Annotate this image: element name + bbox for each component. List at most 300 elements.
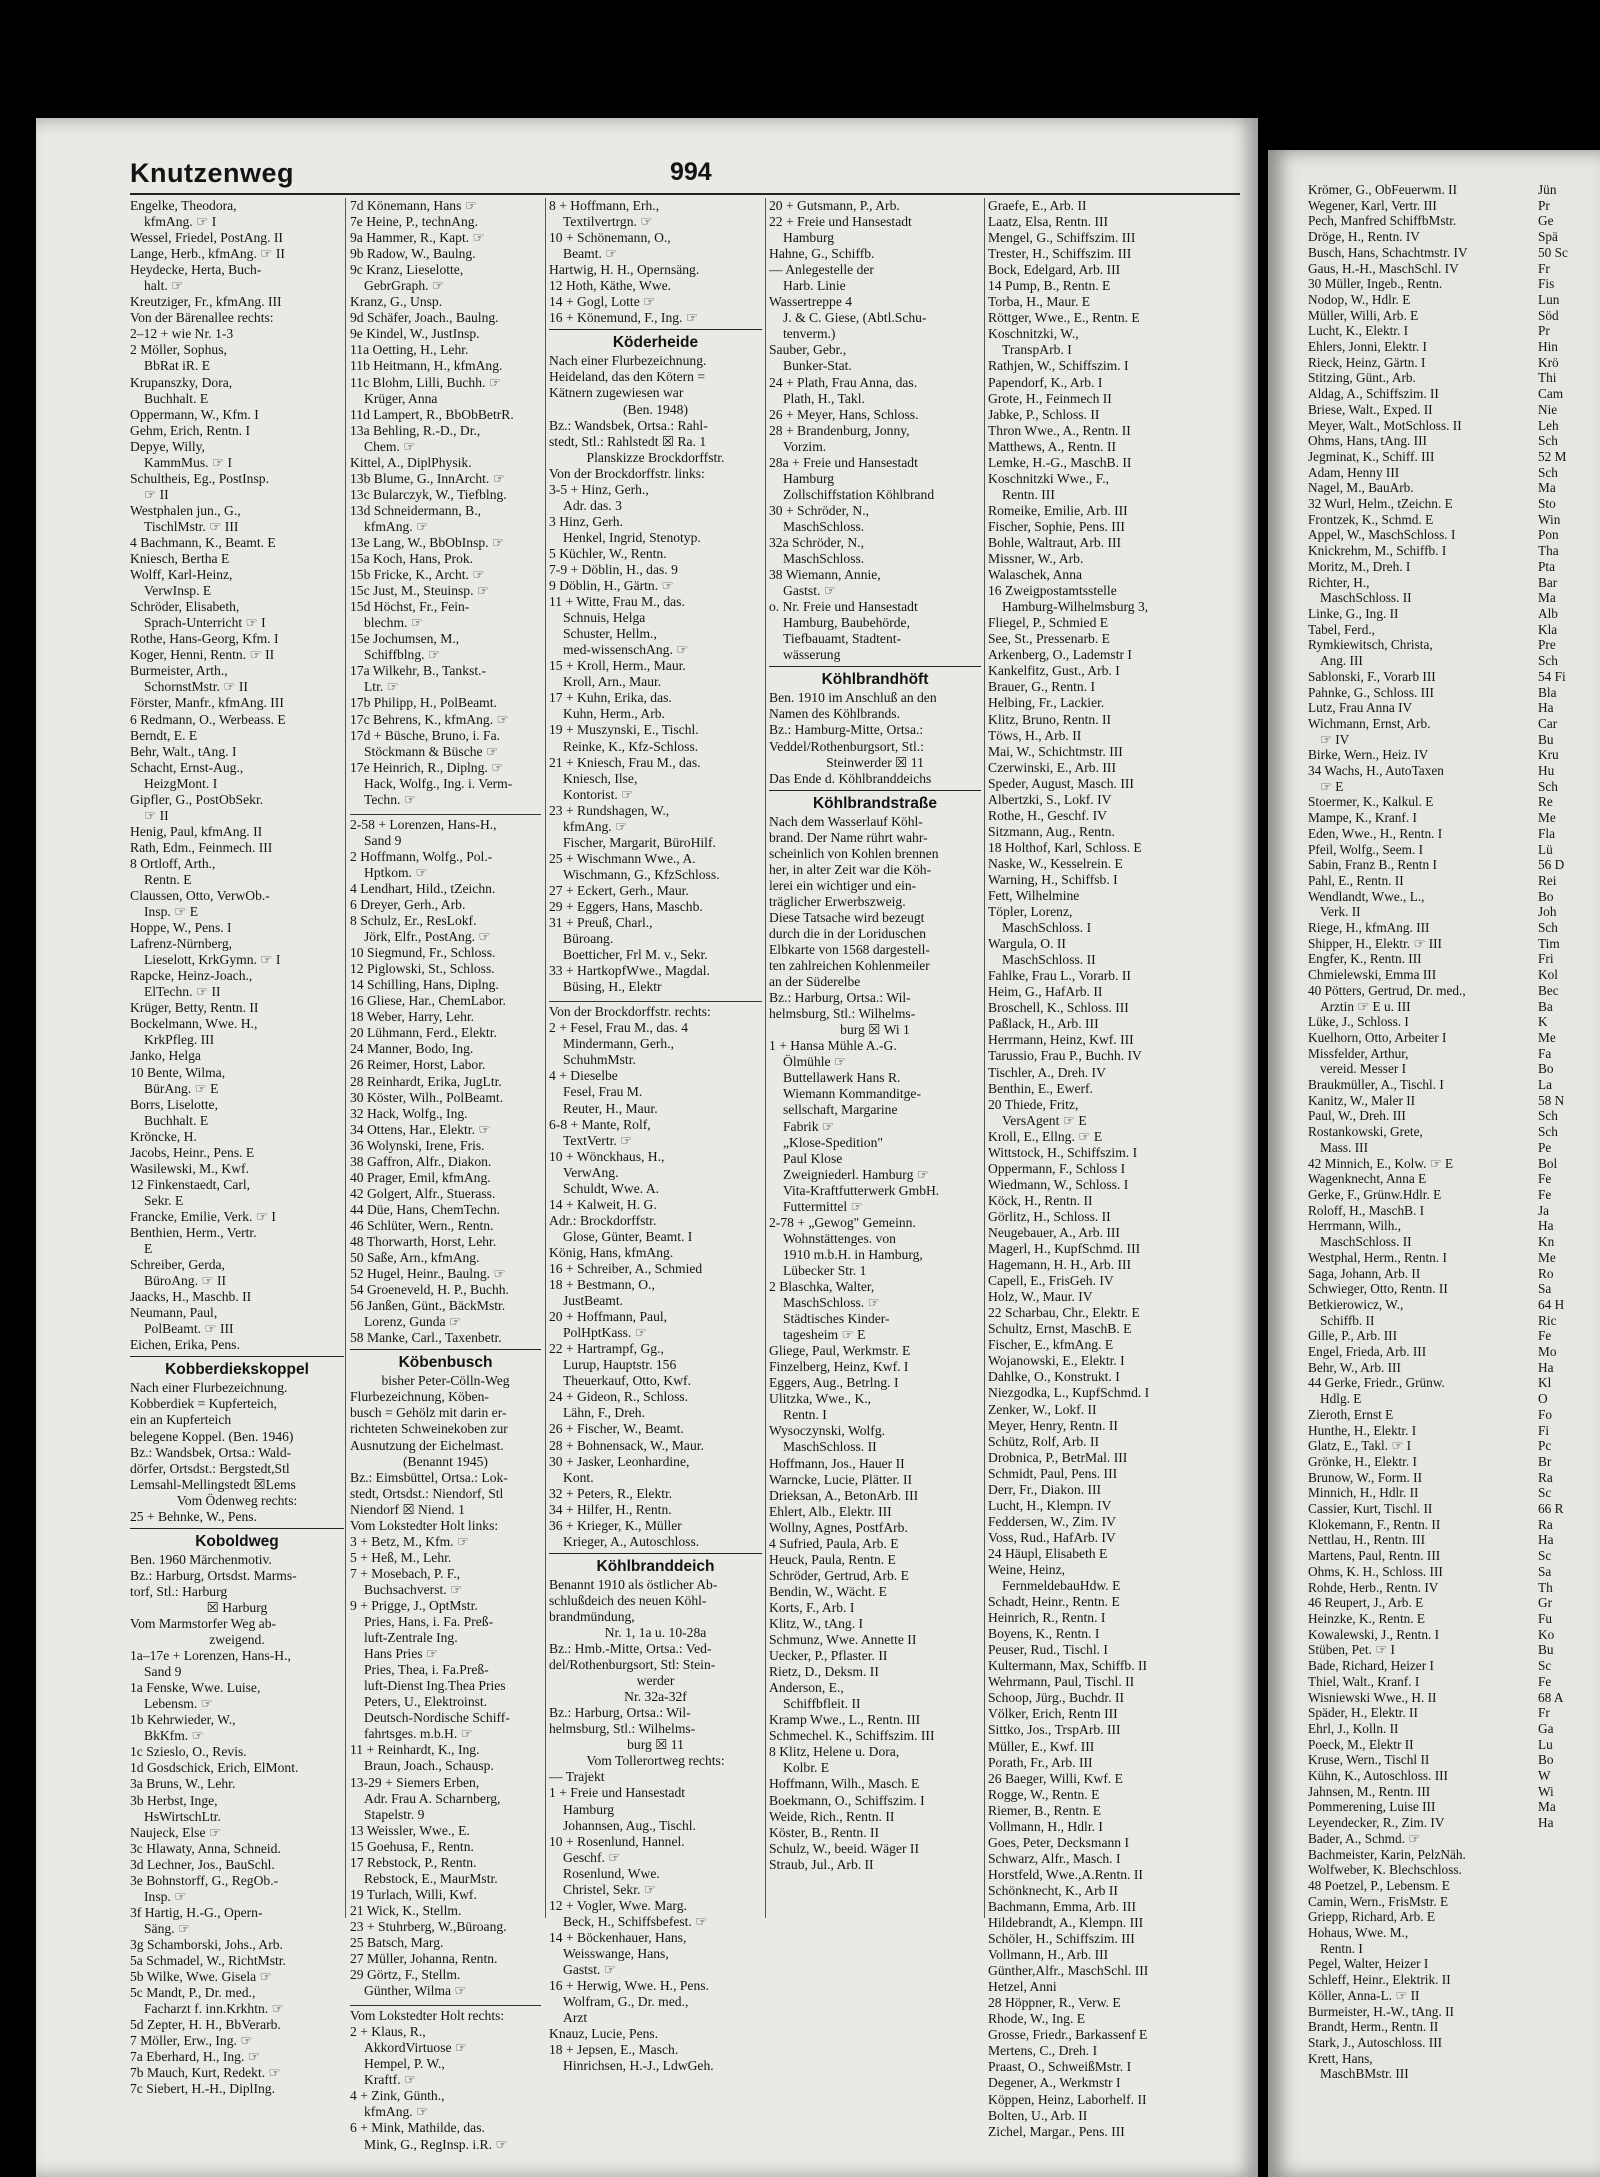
directory-entry-line: ☞ IV bbox=[1320, 731, 1350, 747]
directory-entry-line: Kramp Wwe., L., Rentn. III bbox=[769, 1712, 921, 1728]
directory-entry-line: Vollmann, H., Hdlr. I bbox=[988, 1818, 1103, 1834]
directory-entry-line: kfmAng. ☞ I bbox=[144, 214, 217, 230]
directory-entry-line: Elbkarte von 1568 dargestell- bbox=[769, 942, 930, 958]
directory-entry-line: Bz.: Harburg, Ortsa.: Wil- bbox=[769, 990, 911, 1006]
directory-entry-line: Günther, Wilma ☞ bbox=[364, 1983, 467, 1999]
directory-entry-line: 3-5 + Hinz, Gerh., bbox=[549, 481, 649, 497]
directory-entry-line: Wysoczynski, Wolfg. bbox=[769, 1423, 886, 1439]
directory-entry-line: brandmündung, bbox=[549, 1608, 635, 1624]
directory-entry-line: 15d Höchst, Fr., Fein- bbox=[350, 599, 470, 615]
directory-entry-line: Meyer, Henry, Rentn. II bbox=[988, 1417, 1118, 1433]
directory-entry-line: Drieksan, A., BetonArb. III bbox=[769, 1487, 919, 1503]
directory-entry-line: Car bbox=[1538, 715, 1558, 731]
directory-entry-line: 9 + Prigge, J., OptMstr. bbox=[350, 1597, 478, 1613]
directory-entry-line: Köller, Anna-L. ☞ II bbox=[1308, 1987, 1420, 2003]
directory-entry-line: Lucht, H., Klempn. IV bbox=[988, 1497, 1112, 1513]
directory-entry-line: Herrmann, Wilh., bbox=[1308, 1218, 1402, 1234]
directory-entry-line: busch = Gehölz mit darin er- bbox=[350, 1405, 507, 1421]
directory-entry-line: durch die in der Loriduschen bbox=[769, 925, 927, 941]
directory-entry-line: Nettlau, H., Rentn. III bbox=[1308, 1532, 1426, 1548]
directory-entry-line: Dröge, H., Rentn. IV bbox=[1308, 229, 1420, 245]
directory-entry-line: Späder, H., Elektr. II bbox=[1308, 1705, 1418, 1721]
directory-entry-line: Sand 9 bbox=[364, 832, 402, 848]
directory-entry-line: BbRat iR. E bbox=[144, 358, 211, 374]
directory-entry-line: luft-Zentrale Ing. bbox=[364, 1630, 458, 1646]
directory-entry-line: Paßlack, H., Arb. III bbox=[988, 1016, 1099, 1032]
directory-entry-line: Textilvertrgn. ☞ bbox=[563, 214, 653, 230]
directory-entry-line: 15b Fricke, K., Archt. ☞ bbox=[350, 567, 485, 583]
page-number: 994 bbox=[670, 158, 712, 186]
directory-entry-line: Joh bbox=[1538, 904, 1557, 920]
directory-entry-line: Koger, Henni, Rentn. ☞ II bbox=[130, 647, 275, 663]
directory-entry-line: Benthien, Herm., Vertr. bbox=[130, 1225, 257, 1240]
directory-entry-line: La bbox=[1538, 1077, 1553, 1093]
directory-entry-line: Ha bbox=[1538, 1815, 1554, 1831]
directory-entry-line: 19 Turlach, Willi, Kwf. bbox=[350, 1886, 477, 1902]
directory-entry-line: 29 Görtz, F., Stellm. bbox=[350, 1967, 461, 1983]
directory-entry-line: Röttger, Wwe., E., Rentn. E bbox=[988, 310, 1140, 326]
directory-column-3 bbox=[549, 198, 762, 2168]
directory-entry-line: Kn bbox=[1538, 1234, 1555, 1250]
directory-entry-line: Bol bbox=[1538, 1155, 1558, 1171]
directory-entry-line: 21 + Kniesch, Frau M., das. bbox=[549, 754, 701, 770]
directory-entry-line: Zollschiffstation Köhlbrand bbox=[783, 486, 935, 502]
directory-entry-line: Fo bbox=[1538, 1406, 1553, 1422]
directory-entry-line: Tischler, A., Dreh. IV bbox=[988, 1064, 1106, 1080]
directory-entry-line: Win bbox=[1538, 511, 1561, 527]
directory-entry-line: Rathjen, W., Schiffszim. I bbox=[988, 358, 1129, 374]
directory-entry-line: Nr. 1, 1a u. 10-28a bbox=[604, 1624, 707, 1640]
directory-entry-line: 6 Dreyer, Gerh., Arb. bbox=[350, 897, 466, 913]
directory-entry-line: Namen des Köhlbrands. bbox=[769, 706, 900, 722]
directory-entry-line: Sablonski, F., Vorarb III bbox=[1308, 668, 1436, 684]
directory-entry-line: Betkierowicz, W., bbox=[1308, 1296, 1404, 1312]
directory-entry-line: Lucht, K., Elektr. I bbox=[1308, 323, 1409, 339]
directory-entry-line: 9a Hammer, R., Kapt. ☞ bbox=[350, 230, 485, 246]
directory-entry-line: Förster, Manfr., kfmAng. III bbox=[130, 695, 284, 711]
directory-entry-line: Jün bbox=[1538, 182, 1557, 197]
directory-entry-line: Appel, W., MaschSchloss. I bbox=[1308, 527, 1456, 543]
directory-entry-line: Bo bbox=[1538, 1752, 1554, 1768]
directory-entry-line: 44 Gerke, Friedr., Grünw. bbox=[1308, 1375, 1445, 1391]
directory-entry-line: fahrtsges. m.b.H. ☞ bbox=[364, 1726, 473, 1742]
directory-entry-line: 24 + Plath, Frau Anna, das. bbox=[769, 374, 918, 390]
directory-entry-line: Wi bbox=[1538, 1783, 1554, 1799]
directory-entry-line: Cam bbox=[1538, 386, 1564, 402]
directory-entry-line: 17b Philipp, H., PolBeamt. bbox=[350, 695, 497, 711]
directory-entry-line: Bader, A., Schmd. ☞ bbox=[1308, 1830, 1421, 1846]
directory-entry-line: ☞ E bbox=[1320, 778, 1344, 794]
directory-entry-line: Köck, H., Rentn. II bbox=[988, 1192, 1093, 1208]
directory-entry-line: Schacht, Ernst-Aug., bbox=[130, 759, 244, 775]
directory-entry-line: Schröder, Elisabeth, bbox=[130, 599, 240, 615]
directory-entry-line: Bo bbox=[1538, 1061, 1554, 1077]
directory-entry-line: 34 Wachs, H., AutoTaxen bbox=[1308, 763, 1444, 779]
directory-entry-line: 22 + Hartrampf, Gg., bbox=[549, 1341, 664, 1357]
directory-entry-line: kfmAng. ☞ bbox=[364, 518, 429, 534]
header-rule bbox=[130, 193, 1240, 195]
directory-entry-line: Camin, Wern., FrisMstr. E bbox=[1308, 1893, 1449, 1909]
directory-entry-line: bisher Peter-Cölln-Weg bbox=[381, 1373, 510, 1389]
directory-entry-line: Gastst. ☞ bbox=[563, 1961, 616, 1977]
directory-entry-line: Sc bbox=[1538, 1658, 1552, 1674]
directory-entry-line: Mai, W., Schichtmstr. III bbox=[988, 743, 1123, 759]
directory-entry-line: HeizgMont. I bbox=[144, 775, 218, 791]
directory-entry-line: Paul Klose bbox=[783, 1150, 843, 1166]
directory-entry-line: Pr bbox=[1538, 323, 1550, 339]
directory-entry-line: Horstfeld, Wwe.,A.Rentn. II bbox=[988, 1866, 1143, 1882]
directory-entry-line: MaschSchloss. II bbox=[783, 1439, 877, 1455]
directory-entry-line: Saga, Johann, Arb. II bbox=[1308, 1265, 1421, 1281]
directory-entry-line: 7b Mauch, Kurt, Redekt. ☞ bbox=[130, 2065, 281, 2081]
directory-entry-line: Kobberdiek = Kupferteich, bbox=[130, 1396, 277, 1412]
directory-entry-line: Adr.: Brockdorffstr. bbox=[549, 1212, 657, 1228]
directory-entry-line: Gehm, Erich, Rentn. I bbox=[130, 422, 251, 438]
directory-entry-line: wässerung bbox=[783, 647, 841, 663]
directory-entry-line: 15e Jochumsen, M., bbox=[350, 631, 460, 647]
directory-entry-line: Jaacks, H., Maschb. II bbox=[130, 1289, 252, 1305]
directory-entry-line: Schröder, Gertrud, Arb. E bbox=[769, 1567, 909, 1583]
directory-entry-line: 48 Thorwarth, Horst, Lehr. bbox=[350, 1234, 497, 1249]
directory-entry-line: König, Hans, kfmAng. bbox=[549, 1244, 674, 1260]
directory-entry-line: Planskizze Brockdorffstr. bbox=[586, 449, 725, 465]
directory-entry-line: AkkordVirtuose ☞ bbox=[364, 2040, 468, 2056]
directory-entry-line: Hoffmann, Jos., Hauer II bbox=[769, 1455, 905, 1471]
directory-entry-line: Roloff, H., MaschB. I bbox=[1308, 1202, 1425, 1218]
directory-entry-line: Günther,Alfr., MaschSchl. III bbox=[988, 1963, 1149, 1979]
directory-entry-line: Stüben, Pet. ☞ I bbox=[1308, 1642, 1395, 1658]
directory-entry-line: Martens, Paul, Rentn. III bbox=[1308, 1548, 1441, 1564]
directory-entry-line: Gipfler, G., PostObSekr. bbox=[130, 791, 264, 807]
directory-entry-line: Plath, H., Takl. bbox=[783, 390, 865, 406]
directory-entry-line: Zweigniederl. Hamburg ☞ bbox=[783, 1166, 929, 1182]
directory-entry-line: Sch bbox=[1538, 433, 1558, 449]
directory-entry-line: 30 Köster, Wilh., PolBeamt. bbox=[350, 1089, 504, 1105]
directory-entry-line: 9d Schäfer, Joach., Baulng. bbox=[350, 310, 499, 326]
directory-entry-line: Mertens, C., Dreh. I bbox=[988, 2043, 1098, 2059]
directory-entry-line: 16 + Könemund, F., Ing. ☞ bbox=[549, 310, 699, 326]
directory-entry-line: 17d + Büsche, Bruno, i. Fa. bbox=[350, 727, 501, 743]
directory-entry-line: Stöckmann & Büsche ☞ bbox=[364, 743, 499, 759]
directory-entry-line: Sitzmann, Aug., Rentn. bbox=[988, 823, 1115, 839]
directory-column-4 bbox=[769, 198, 981, 2168]
directory-entry-line: HsWirtschLtr. bbox=[144, 1808, 221, 1824]
directory-entry-line: Wassertreppe 4 bbox=[769, 294, 853, 310]
directory-entry-line: Kätnern zugewiesen war bbox=[549, 385, 684, 401]
directory-entry-line: Sittko, Jos., TrspArb. III bbox=[988, 1722, 1121, 1738]
directory-entry-line: See, St., Pressenarb. E bbox=[988, 631, 1110, 647]
directory-entry-line: Weide, Rich., Rentn. II bbox=[769, 1808, 895, 1824]
directory-entry-line: 11d Lampert, R., BbObBetrR. bbox=[350, 406, 514, 422]
directory-entry-line: 11 + Reinhardt, K., Ing. bbox=[350, 1742, 480, 1758]
directory-entry-line: Nodop, W., Hdlr. E bbox=[1308, 291, 1411, 307]
directory-entry-line: Ben. 1960 Märchenmotiv. bbox=[130, 1551, 272, 1567]
directory-entry-line: 36 Wolynski, Irene, Fris. bbox=[350, 1137, 485, 1153]
directory-entry-line: 58 Manke, Carl., Taxenbetr. bbox=[350, 1330, 502, 1346]
directory-entry-line: Fesel, Frau M. bbox=[563, 1084, 643, 1100]
directory-entry-line: Von der Brockdorffstr. rechts: bbox=[549, 1004, 711, 1020]
directory-entry-line: Rath, Edm., Feinmech. III bbox=[130, 839, 273, 855]
directory-entry-line: Niendorf ☒ Niend. 1 bbox=[350, 1501, 465, 1517]
directory-entry-line: Eichen, Erika, Pens. bbox=[130, 1337, 240, 1353]
column-divider bbox=[765, 198, 766, 1918]
directory-column-1 bbox=[130, 198, 344, 2168]
directory-entry-line: MaschSchloss. II bbox=[1002, 952, 1096, 968]
directory-entry-line: Krüger, Anna bbox=[364, 390, 438, 406]
directory-entry-line: Drobnica, P., BetrMal. III bbox=[988, 1449, 1128, 1465]
directory-entry-line: Fa bbox=[1538, 1045, 1552, 1061]
directory-entry-line: Fahlke, Frau L., Vorarb. II bbox=[988, 968, 1131, 984]
directory-entry-line: MaschSchloss. ☞ bbox=[783, 1295, 880, 1311]
directory-entry-line: Christel, Sekr. ☞ bbox=[563, 1881, 656, 1897]
directory-entry-line: 3a Bruns, W., Lehr. bbox=[130, 1776, 236, 1792]
directory-entry-line: Zenker, W., Lokf. II bbox=[988, 1401, 1097, 1417]
directory-entry-line: Bz.: Hamburg-Mitte, Ortsa.: bbox=[769, 722, 924, 738]
directory-entry-line: Rentn. E bbox=[144, 871, 192, 887]
directory-entry-line: Birke, Wern., Heiz. IV bbox=[1308, 747, 1429, 763]
directory-entry-line: Pre bbox=[1538, 637, 1556, 653]
directory-entry-line: 11a Oetting, H., Lehr. bbox=[350, 342, 469, 358]
directory-entry-line: Wargula, O. II bbox=[988, 936, 1066, 952]
directory-entry-line: 20 + Gutsmann, P., Arb. bbox=[769, 198, 900, 213]
directory-entry-line: Köppen, Heinz, Laborhelf. II bbox=[988, 2091, 1147, 2107]
directory-entry-line: zweigend. bbox=[209, 1632, 265, 1648]
directory-entry-line: 20 Lühmann, Ferd., Elektr. bbox=[350, 1025, 497, 1041]
directory-entry-line: Harb. Linie bbox=[783, 278, 846, 294]
directory-entry-line: Kla bbox=[1538, 621, 1558, 637]
directory-entry-line: burg ☒ Wi 1 bbox=[840, 1022, 910, 1038]
directory-entry-line: Buttellawerk Hans R. bbox=[783, 1070, 901, 1086]
directory-entry-line: Engelke, Theodora, bbox=[130, 198, 237, 213]
directory-entry-line: 56 Janßen, Günt., BäckMstr. bbox=[350, 1298, 506, 1314]
directory-entry-line: Schmidt, Paul, Pens. III bbox=[988, 1465, 1118, 1481]
directory-entry-line: Gliege, Paul, Werkmstr. E bbox=[769, 1343, 911, 1359]
directory-entry-line: 48 Poetzel, P., Lebensm. E bbox=[1308, 1877, 1450, 1893]
directory-entry-line: 34 Ottens, Har., Elektr. ☞ bbox=[350, 1121, 491, 1137]
directory-entry-line: sellschaft, Margarine bbox=[783, 1102, 898, 1118]
directory-entry-line: Kuelhorn, Otto, Arbeiter I bbox=[1308, 1029, 1447, 1045]
directory-entry-line: 50 Sc bbox=[1538, 244, 1568, 260]
directory-entry-line: tagesheim ☞ E bbox=[783, 1327, 866, 1343]
directory-entry-line: 29 + Eggers, Hans, Maschb. bbox=[549, 898, 703, 914]
directory-entry-line: kfmAng. ☞ bbox=[364, 2104, 429, 2120]
directory-entry-line: Kanitz, W., Maler II bbox=[1308, 1092, 1416, 1108]
directory-entry-line: Broschell, K., Schloss. III bbox=[988, 1000, 1129, 1016]
directory-entry-line: Lieselott, KrkGymn. ☞ I bbox=[144, 952, 281, 968]
directory-entry-line: Techn. ☞ bbox=[364, 791, 416, 807]
directory-entry-line: Nagel, M., BauArb. bbox=[1308, 480, 1414, 496]
directory-entry-line: Trester, H., Schiffszim. III bbox=[988, 246, 1132, 262]
directory-entry-line: Ra bbox=[1538, 1469, 1553, 1485]
directory-entry-line: Wehrmann, Paul, Tischl. II bbox=[988, 1674, 1135, 1690]
directory-entry-line: Tha bbox=[1538, 543, 1559, 559]
directory-entry-line: Grönke, H., Elektr. I bbox=[1308, 1453, 1417, 1469]
directory-entry-line: Wolfweber, K. Blechschloss. bbox=[1308, 1862, 1462, 1878]
directory-entry-line: Moritz, M., Dreh. I bbox=[1308, 558, 1411, 574]
directory-entry-line: K bbox=[1538, 1014, 1548, 1030]
directory-entry-line: 14 + Kalweit, H. G. bbox=[549, 1196, 657, 1212]
directory-entry-line: lerei ein wichtiger und ein- bbox=[769, 877, 917, 893]
directory-entry-line: Beamt. ☞ bbox=[563, 246, 618, 262]
directory-entry-line: 42 Golgert, Alfr., Stuerass. bbox=[350, 1185, 496, 1201]
directory-entry-line: 3g Schamborski, Johs., Arb. bbox=[130, 1936, 283, 1952]
directory-entry-line: BürAng. ☞ E bbox=[144, 1080, 219, 1096]
directory-entry-line: Missner, W., Arb. bbox=[988, 551, 1084, 567]
directory-entry-line: 32 + Peters, R., Elektr. bbox=[549, 1485, 673, 1501]
directory-entry-line: Dahlke, O., Konstrukt. I bbox=[988, 1369, 1120, 1385]
directory-entry-line: Rothe, H., Geschf. IV bbox=[988, 807, 1107, 823]
directory-entry-line: Nr. 32a-32f bbox=[624, 1689, 687, 1705]
directory-entry-line: 13e Lang, W., BbObInsp. ☞ bbox=[350, 534, 505, 550]
directory-entry-line: Henig, Paul, kfmAng. II bbox=[130, 823, 263, 839]
directory-entry-line: Kolbr. E bbox=[783, 1760, 830, 1776]
directory-entry-line: Reuter, H., Maur. bbox=[563, 1100, 658, 1116]
directory-entry-line: 5a Schmadel, W., RichtMstr. bbox=[130, 1952, 286, 1968]
directory-entry-line: tenverm.) bbox=[783, 326, 836, 342]
directory-entry-line: KrkPfleg. III bbox=[144, 1032, 215, 1048]
directory-entry-line: Arzt bbox=[563, 2010, 588, 2026]
directory-entry-line: Hohaus, Wwe. M., bbox=[1308, 1925, 1409, 1941]
directory-entry-line: Lähn, F., Dreh. bbox=[563, 1405, 645, 1421]
directory-entry-line: Bz.: Harburg, Ortsdst. Marms- bbox=[130, 1567, 297, 1583]
directory-entry-line: MaschSchloss. II bbox=[1320, 590, 1412, 606]
column-divider bbox=[545, 198, 546, 1918]
directory-entry-line: E bbox=[144, 1241, 153, 1257]
directory-entry-line: 5d Zepter, H. H., BbVerarb. bbox=[130, 2017, 281, 2033]
directory-entry-line: Jacobs, Heinr., Pens. E bbox=[130, 1144, 255, 1160]
directory-entry-line: 3f Hartig, H.-G., Opern- bbox=[130, 1904, 263, 1920]
directory-entry-line: 1c Szieslo, O., Revis. bbox=[130, 1744, 247, 1760]
directory-entry-line: 50 Saße, Arn., kfmAng. bbox=[350, 1250, 480, 1266]
directory-entry-line: Meyer, Walt., MotSchloss. II bbox=[1308, 417, 1462, 433]
directory-entry-line: Bu bbox=[1538, 731, 1554, 747]
directory-entry-line: Kultermann, Max, Schiffb. II bbox=[988, 1658, 1148, 1674]
directory-entry-line: Bachmann, Emma, Arb. III bbox=[988, 1898, 1136, 1914]
directory-entry-line: Hptkom. ☞ bbox=[364, 864, 428, 880]
directory-entry-line: 8 Klitz, Helene u. Dora, bbox=[769, 1744, 900, 1760]
directory-entry-line: 64 H bbox=[1538, 1296, 1565, 1312]
directory-entry-line: 24 Häupl, Elisabeth E bbox=[988, 1545, 1108, 1561]
directory-entry-line: 8 Ortloff, Arth., bbox=[130, 855, 216, 871]
directory-entry-line: Engel, Frieda, Arb. III bbox=[1308, 1344, 1427, 1360]
directory-entry-line: Fabrik ☞ bbox=[783, 1118, 835, 1134]
directory-entry-line: Braukmüller, A., Tischl. I bbox=[1308, 1077, 1444, 1093]
directory-entry-line: halt. ☞ bbox=[144, 278, 184, 294]
column-divider bbox=[984, 198, 985, 1918]
directory-entry-line: 10 Siegmund, Fr., Schloss. bbox=[350, 945, 496, 961]
directory-entry-line: Hans Pries ☞ bbox=[364, 1646, 439, 1662]
directory-entry-line: W bbox=[1538, 1768, 1551, 1784]
directory-entry-line: Jahnsen, M., Rentn. III bbox=[1308, 1783, 1431, 1799]
directory-entry-line: Mo bbox=[1538, 1344, 1557, 1360]
directory-entry-line: Hamburg, Baubehörde, bbox=[783, 615, 910, 631]
directory-entry-line: Schiffbfleit. II bbox=[783, 1696, 861, 1712]
directory-entry-line: Wegener, Karl, Vertr. III bbox=[1308, 197, 1437, 213]
directory-entry-line: Sch bbox=[1538, 653, 1558, 669]
directory-entry-line: 20 + Hoffmann, Paul, bbox=[549, 1309, 668, 1325]
directory-entry-line: 28a + Freie und Hansestadt bbox=[769, 454, 918, 470]
directory-entry-line: 33 + HartkopfWwe., Magdal. bbox=[549, 963, 710, 979]
directory-entry-line: 8 + Hoffmann, Erh., bbox=[549, 198, 660, 213]
directory-entry-line: BüroAng. ☞ II bbox=[144, 1273, 227, 1289]
directory-entry-line: FernmeldebauHdw. E bbox=[1002, 1578, 1121, 1594]
directory-entry-line: Krupanszky, Dora, bbox=[130, 374, 233, 390]
directory-entry-line: Insp. ☞ bbox=[144, 1888, 187, 1904]
directory-entry-line: Wiedmann, W., Schloss. I bbox=[988, 1176, 1129, 1192]
directory-entry-line: Fr bbox=[1538, 260, 1550, 276]
directory-entry-line: O bbox=[1538, 1391, 1548, 1407]
section-divider bbox=[549, 995, 762, 1002]
directory-entry-line: TranspArb. I bbox=[1002, 342, 1072, 358]
directory-entry-line: Ma bbox=[1538, 480, 1556, 496]
directory-entry-line: Neumann, Paul, bbox=[130, 1305, 218, 1321]
directory-entry-line: Hartwig, H. H., Opernsäng. bbox=[549, 262, 700, 278]
directory-entry-line: Grosse, Friedr., Barkassenf E bbox=[988, 2027, 1148, 2043]
directory-entry-line: Bendin, W., Wächt. E bbox=[769, 1583, 887, 1599]
directory-entry-line: 2-78 + „Gewog" Gemeinn. bbox=[769, 1214, 916, 1230]
directory-entry-line: Gastst. ☞ bbox=[783, 583, 836, 599]
directory-entry-line: Fe bbox=[1538, 1673, 1552, 1689]
directory-entry-line: Schoop, Jürg., Buchdr. II bbox=[988, 1690, 1125, 1706]
directory-entry-line: Walaschek, Anna bbox=[988, 567, 1083, 583]
directory-entry-line: Zieroth, Ernst E bbox=[1308, 1406, 1394, 1422]
directory-entry-line: Ma bbox=[1538, 1799, 1556, 1815]
directory-entry-line: Kittel, A., DiplPhysik. bbox=[350, 454, 472, 470]
directory-entry-line: PolHptKass. ☞ bbox=[563, 1325, 647, 1341]
directory-entry-line: Czerwinski, E., Arb. III bbox=[988, 759, 1116, 775]
directory-entry-line: Westphal, Herm., Rentn. I bbox=[1308, 1249, 1447, 1265]
directory-entry-line: Hagemann, H. H., Arb. III bbox=[988, 1257, 1132, 1273]
directory-entry-line: Pahnke, G., Schloss. III bbox=[1308, 684, 1434, 700]
directory-entry-line: 7-9 + Döblin, H., das. 9 bbox=[549, 561, 678, 577]
directory-entry-line: Mindermann, Gerh., bbox=[563, 1036, 674, 1052]
directory-entry-line: 7a Eberhard, H., Ing. ☞ bbox=[130, 2049, 260, 2065]
directory-entry-line: Me bbox=[1538, 1249, 1556, 1265]
directory-entry-line: 15 + Kroll, Herm., Maur. bbox=[549, 658, 686, 674]
directory-entry-line: torf, Stl.: Harburg bbox=[130, 1583, 228, 1599]
directory-entry-line: Schultheis, Eg., PostInsp. bbox=[130, 470, 269, 486]
directory-entry-line: Wagenknecht, Anna E bbox=[1308, 1171, 1427, 1187]
directory-entry-line: Sekr. E bbox=[144, 1192, 184, 1208]
directory-entry-line: Hamburg bbox=[563, 1801, 615, 1817]
directory-entry-line: Rietz, D., Deksm. II bbox=[769, 1664, 879, 1680]
directory-entry-line: Sand 9 bbox=[144, 1664, 182, 1680]
directory-entry-line: Grote, H., Feinmech II bbox=[988, 390, 1112, 406]
directory-entry-line: Schwarz, Alfr., Masch. I bbox=[988, 1850, 1121, 1866]
directory-entry-line: BkKfm. ☞ bbox=[144, 1728, 204, 1744]
directory-entry-line: 22 + Freie und Hansestadt bbox=[769, 214, 912, 230]
directory-entry-line: 7d Könemann, Hans ☞ bbox=[350, 198, 477, 213]
directory-entry-line: 5b Wilke, Wwe. Gisela ☞ bbox=[130, 1969, 272, 1985]
directory-entry-line: Burmeister, Arth., bbox=[130, 663, 228, 679]
directory-entry-line: 17 + Kuhn, Erika, das. bbox=[549, 690, 672, 706]
directory-entry-line: 16 Zweigpostamtsstelle bbox=[988, 583, 1117, 599]
directory-entry-line: MaschSchloss. bbox=[783, 551, 865, 567]
directory-entry-line: Schleff, Heinr., Elektrik. II bbox=[1308, 1972, 1451, 1988]
directory-entry-line: Degener, A., Werkmstr I bbox=[988, 2075, 1121, 2091]
directory-entry-line: Feddersen, W., Zim. IV bbox=[988, 1513, 1116, 1529]
directory-entry-line: Wischmann, G., KfzSchloss. bbox=[563, 866, 720, 882]
directory-entry-line: — Anlegestelle der bbox=[769, 262, 874, 278]
directory-entry-line: MaschSchloss. bbox=[783, 518, 865, 534]
directory-entry-line: Pc bbox=[1538, 1438, 1552, 1454]
directory-entry-line: 56 D bbox=[1538, 857, 1565, 873]
directory-entry-line: Sa bbox=[1538, 1563, 1552, 1579]
directory-entry-line: Stark, J., Autoschloss. III bbox=[1308, 2034, 1443, 2050]
directory-entry-line: Sch bbox=[1538, 778, 1558, 794]
directory-entry-line: blechm. ☞ bbox=[364, 615, 423, 631]
directory-entry-line: 1a Fenske, Wwe. Luise, bbox=[130, 1680, 261, 1696]
